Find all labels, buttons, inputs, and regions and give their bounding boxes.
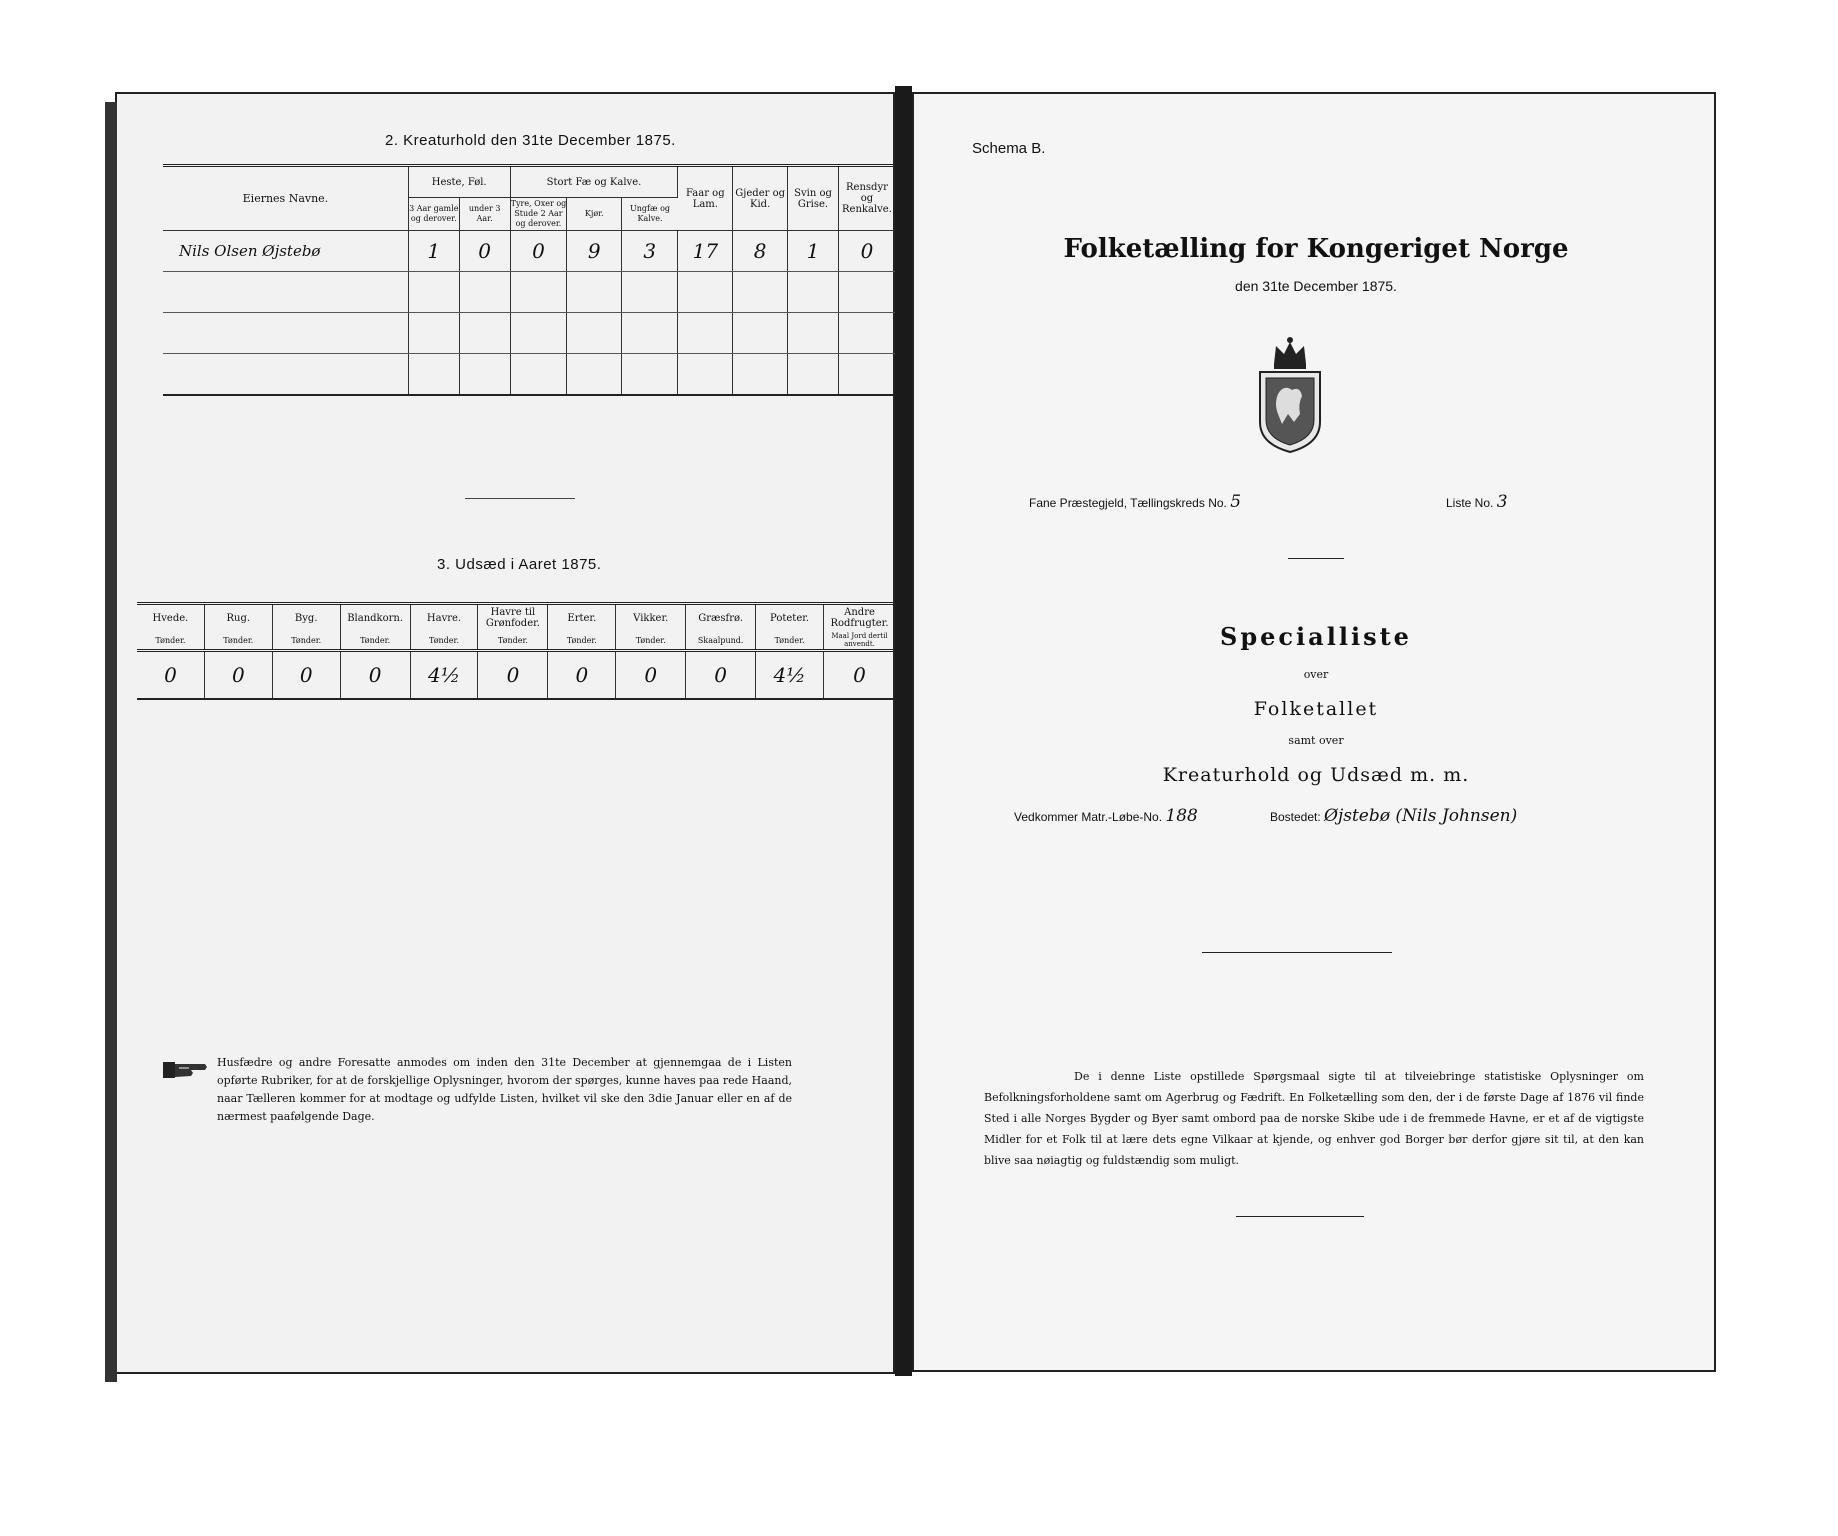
table-cell: 3 (622, 231, 678, 272)
rensdyr-header: Rensdyr og Renkalve. (838, 166, 895, 231)
parish-label: Fane Præstegjeld, Tællingskreds No. (1029, 496, 1227, 510)
seed-header: Hvede. (137, 604, 204, 632)
table-cell (733, 272, 788, 313)
seed-section-title: 3. Udsæd i Aaret 1875. (437, 556, 602, 573)
table-cell: 8 (733, 231, 788, 272)
table-row (137, 651, 895, 700)
table-cell: 4½ (756, 651, 824, 700)
seed-header: Erter. (548, 604, 616, 632)
table-cell (622, 272, 678, 313)
table-cell (408, 272, 459, 313)
table-row (163, 313, 895, 354)
table-cell: 0 (340, 651, 410, 700)
table-cell (459, 313, 510, 354)
seed-unit: Tønder. (272, 631, 340, 651)
page-edge-shadow (105, 102, 117, 1382)
seed-unit: Tønder. (548, 631, 616, 651)
table-cell (678, 313, 733, 354)
table-cell: 0 (137, 651, 204, 700)
table-cell (678, 272, 733, 313)
owner-name (163, 354, 408, 396)
seed-header: Vikker. (616, 604, 686, 632)
samt-over-text: samt over (1288, 734, 1344, 747)
list-label: Liste No. (1446, 496, 1494, 510)
table-cell (733, 354, 788, 396)
table-cell: 9 (567, 231, 622, 272)
table-row (163, 231, 895, 272)
table-cell: 0 (824, 651, 895, 700)
matr-number: 188 (1165, 806, 1198, 826)
table-cell (622, 313, 678, 354)
table-row (163, 272, 895, 313)
table-cell: 4½ (410, 651, 478, 700)
heste-young-subheader: under 3 Aar. (459, 198, 510, 231)
table-cell: 0 (838, 231, 895, 272)
seed-unit: Tønder. (478, 631, 548, 651)
table-cell (678, 354, 733, 396)
district-number: 5 (1230, 492, 1242, 512)
coat-of-arms-icon (1254, 334, 1326, 454)
owner-name (163, 272, 408, 313)
table-cell: 0 (272, 651, 340, 700)
seed-unit: Tønder. (204, 631, 272, 651)
livestock-table (163, 164, 895, 396)
bosted-line (1270, 806, 1517, 826)
table-cell (838, 272, 895, 313)
matr-label: Vedkommer Matr.-Løbe-No. (1014, 810, 1163, 824)
table-cell: 0 (548, 651, 616, 700)
owner-name-header: Eiernes Navne. (163, 166, 408, 231)
table-cell (510, 313, 567, 354)
stort-group-header: Stort Fæ og Kalve. (510, 166, 678, 198)
table-cell (788, 313, 839, 354)
table-cell (510, 272, 567, 313)
table-cell: 1 (408, 231, 459, 272)
table-cell (788, 272, 839, 313)
ungfae-subheader: Ungfæ og Kalve. (622, 198, 678, 231)
explanation-paragraph: De i denne Liste opstillede Spørgsmaal sigte til at tilveiebringe statistiske Oplysninger om Befolkningsforholdene samt om Agerbrug og Fædrift. En Folketælling som den, der i de første Dage af 1876 vil finde Sted i alle Norges Bygder og Byer samt ombord paa de norske Skibe ude i de fremmede Havne, er et af de vigtigste Midler for et Folk til at lære dets egne Vilkaar at kjende, og enhver god Borger bør derfor gjøre sit til, at den kan blive saa nøiagtig og fuldstændig som muligt. (984, 1070, 1644, 1167)
schema-label: Schema B. (972, 140, 1046, 157)
seed-header: Poteter. (756, 604, 824, 632)
seed-table (137, 602, 895, 700)
table-cell (567, 313, 622, 354)
specialliste-heading: Specialliste (1220, 622, 1412, 651)
table-cell: 0 (478, 651, 548, 700)
pointing-hand-icon (161, 1056, 211, 1082)
table-cell (408, 354, 459, 396)
list-number-line (1446, 492, 1508, 512)
seed-header: Byg. (272, 604, 340, 632)
table-cell: 0 (459, 231, 510, 272)
seed-header: Havre til Grønfoder. (478, 604, 548, 632)
divider (1288, 558, 1344, 559)
svin-header: Svin og Grise. (788, 166, 839, 231)
table-row (163, 354, 895, 396)
notice-text: Husfædre og andre Foresatte anmodes om inden den 31te December at gjennemgaa de i Listen opførte Rubriker, for at de forskjellige Oplysninger, hvorom der spørges, kunne haves paa rede Haand, naar Tælleren kommer for at modtage og udfylde Listen, hvilket vil ske den 3die Januar eller en af de nærmest paafølgende Dage. (217, 1056, 792, 1123)
seed-header: Rug. (204, 604, 272, 632)
bosted-value: Øjstebø (Nils Johnsen) (1324, 806, 1518, 826)
left-page (115, 92, 895, 1374)
table-cell (459, 272, 510, 313)
seed-unit: Maal Jord dertil anvendt. (824, 631, 895, 651)
seed-unit: Tønder. (616, 631, 686, 651)
owner-name (163, 313, 408, 354)
table-cell: 0 (510, 231, 567, 272)
seed-unit: Tønder. (410, 631, 478, 651)
divider (1202, 952, 1392, 953)
livestock-section-title: 2. Kreaturhold den 31te December 1875. (385, 132, 676, 149)
tyre-subheader: Tyre, Oxer og Stude 2 Aar og derover. (510, 198, 567, 231)
table-cell (622, 354, 678, 396)
right-page (912, 92, 1716, 1372)
faar-header: Faar og Lam. (678, 166, 733, 231)
parish-line (1029, 492, 1241, 512)
list-number: 3 (1496, 492, 1508, 512)
gjeder-header: Gjeder og Kid. (733, 166, 788, 231)
bosted-label: Bostedet: (1270, 810, 1321, 824)
page-title: Folketælling for Kongeriget Norge (1063, 234, 1569, 264)
table-cell (733, 313, 788, 354)
table-cell (459, 354, 510, 396)
table-cell (510, 354, 567, 396)
seed-header: Andre Rodfrugter. (824, 604, 895, 632)
heste-old-subheader: 3 Aar gamle og derover. (408, 198, 459, 231)
seed-unit: Skaalpund. (686, 631, 756, 651)
matr-line (1014, 806, 1198, 826)
table-cell (788, 354, 839, 396)
kreaturhold-text: Kreaturhold og Udsæd m. m. (1162, 764, 1470, 786)
seed-unit: Tønder. (756, 631, 824, 651)
heste-group-header: Heste, Føl. (408, 166, 510, 198)
divider (465, 498, 575, 499)
over-text: over (1303, 668, 1329, 681)
table-cell: 0 (204, 651, 272, 700)
folketallet-text: Folketallet (1253, 698, 1379, 720)
table-cell: 1 (788, 231, 839, 272)
seed-unit: Tønder. (137, 631, 204, 651)
table-cell (838, 313, 895, 354)
table-cell (838, 354, 895, 396)
kjoer-subheader: Kjør. (567, 198, 622, 231)
table-cell (408, 313, 459, 354)
table-cell: 0 (686, 651, 756, 700)
seed-header: Græsfrø. (686, 604, 756, 632)
book-spine (895, 86, 912, 1376)
table-cell (567, 354, 622, 396)
seed-header: Blandkorn. (340, 604, 410, 632)
census-date: den 31te December 1875. (1235, 278, 1397, 294)
seed-unit: Tønder. (340, 631, 410, 651)
table-cell (567, 272, 622, 313)
divider (1236, 1216, 1364, 1217)
table-cell: 0 (616, 651, 686, 700)
seed-header: Havre. (410, 604, 478, 632)
owner-name: Nils Olsen Øjstebø (163, 231, 408, 272)
table-cell: 17 (678, 231, 733, 272)
